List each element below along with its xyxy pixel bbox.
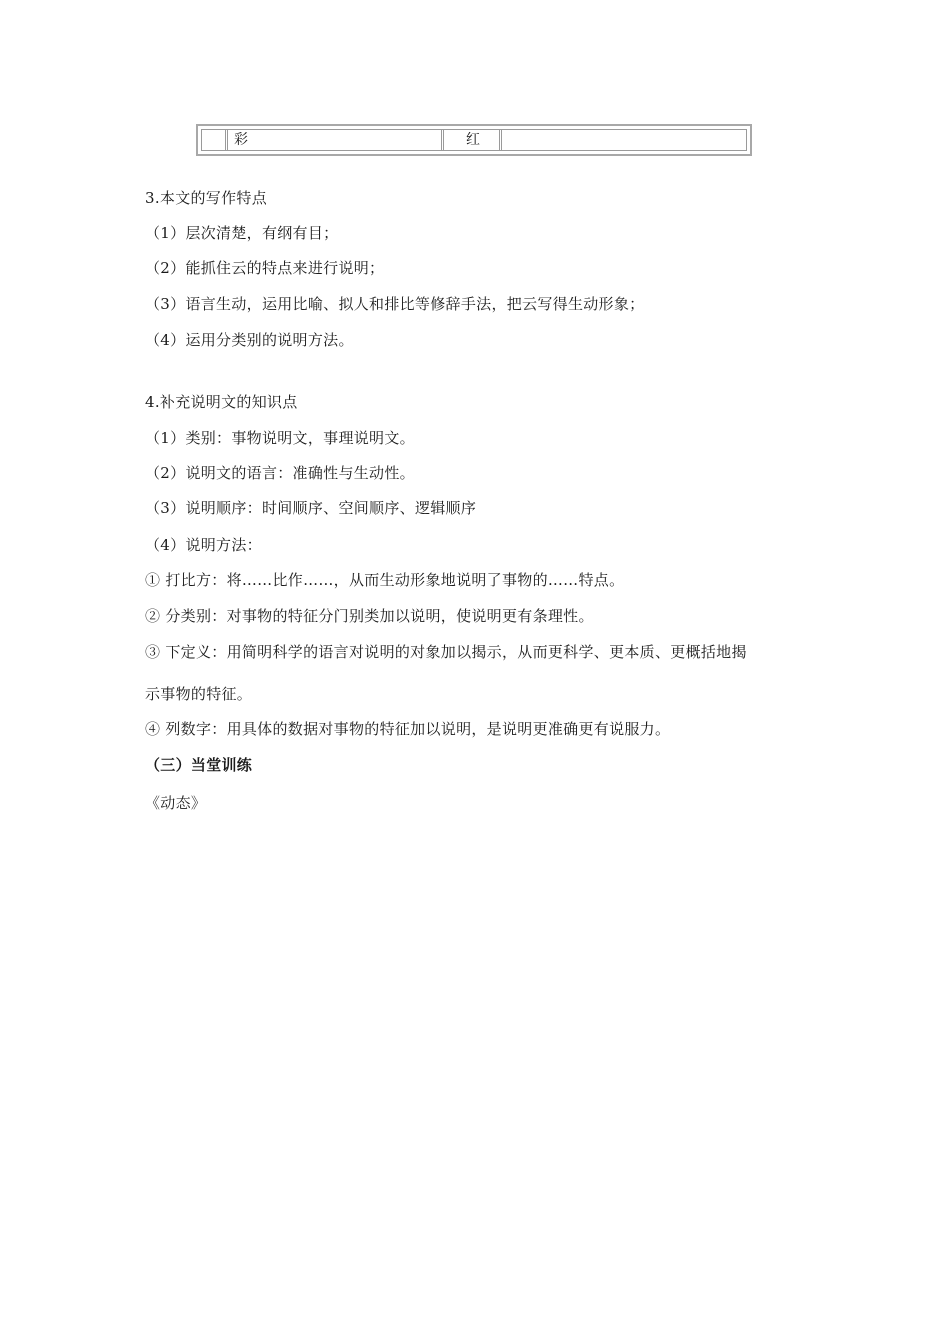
table-divider	[441, 129, 444, 151]
list-item: （3）说明顺序：时间顺序、空间顺序、逻辑顺序	[145, 499, 477, 517]
method-item: 示事物的特征。	[145, 685, 253, 703]
list-item: （3）语言生动，运用比喻、拟人和排比等修辞手法，把云写得生动形象；	[145, 295, 645, 313]
practice-heading: （三）当堂训练	[145, 756, 253, 774]
method-item: ③ 下定义：用简明科学的语言对说明的对象加以揭示，从而更科学、更本质、更概括地揭	[145, 643, 747, 661]
list-item: （4）运用分类别的说明方法。	[145, 331, 354, 349]
practice-title: 《动态》	[145, 794, 207, 812]
section-heading: 3.本文的写作特点	[145, 189, 268, 207]
table-divider	[225, 129, 228, 151]
table-divider	[499, 129, 502, 151]
list-item: （2）说明文的语言：准确性与生动性。	[145, 464, 415, 482]
method-item: ① 打比方：将……比作……，从而生动形象地说明了事物的……特点。	[145, 571, 625, 589]
table-fragment	[196, 124, 752, 156]
method-item: ④ 列数字：用具体的数据对事物的特征加以说明，是说明更准确更有说服力。	[145, 720, 671, 738]
list-item: （4）说明方法：	[145, 536, 262, 554]
list-item: （1）层次清楚，有纲有目；	[145, 224, 339, 242]
method-item: ② 分类别：对事物的特征分门别类加以说明，使说明更有条理性。	[145, 607, 594, 625]
list-item: （1）类别：事物说明文，事理说明文。	[145, 429, 415, 447]
list-item: （2）能抓住云的特点来进行说明；	[145, 259, 385, 277]
section-heading: 4.补充说明文的知识点	[145, 393, 298, 411]
table-cell-cai: 彩	[234, 132, 248, 148]
table-cell-hong: 红	[466, 132, 480, 148]
